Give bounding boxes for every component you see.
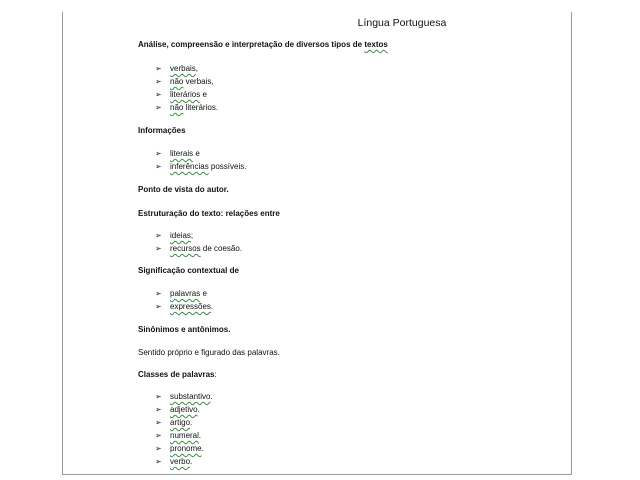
list-item: ➢ verbo.: [155, 457, 193, 466]
text-sentido: Sentido próprio e figurado das palavras.: [138, 348, 280, 357]
arrow-bullet-icon: ➢: [155, 244, 162, 253]
arrow-bullet-icon: ➢: [155, 457, 162, 466]
list-item: ➢ não verbais,: [155, 77, 214, 86]
heading-analise: Análise, compreensão e interpretação de diversos tipos de textos: [138, 40, 388, 49]
arrow-bullet-icon: ➢: [155, 431, 162, 440]
heading-sinonimos: Sinônimos e antônimos.: [138, 325, 231, 334]
arrow-bullet-icon: ➢: [155, 231, 162, 240]
list-item: ➢ verbais,: [155, 64, 199, 73]
list-item: ➢ literários e: [155, 90, 207, 99]
heading-ponto-de-vista: Ponto de vista do autor.: [138, 185, 229, 194]
arrow-bullet-icon: ➢: [155, 302, 162, 311]
arrow-bullet-icon: ➢: [155, 444, 162, 453]
list-item: ➢ não literários.: [155, 103, 219, 112]
list-item: ➢ expressões.: [155, 302, 214, 311]
list-item: ➢ ideias;: [155, 231, 194, 240]
document-page: [62, 12, 572, 475]
heading-informacoes: Informações: [138, 126, 186, 135]
arrow-bullet-icon: ➢: [155, 162, 162, 171]
list-item: ➢ artigo.: [155, 418, 193, 427]
list-item: ➢ recursos de coesão.: [155, 244, 243, 253]
list-item: ➢ pronome.: [155, 444, 204, 453]
heading-classes: Classes de palavras:: [138, 370, 217, 379]
arrow-bullet-icon: ➢: [155, 64, 162, 73]
arrow-bullet-icon: ➢: [155, 289, 162, 298]
arrow-bullet-icon: ➢: [155, 149, 162, 158]
list-item: ➢ numeral.: [155, 431, 202, 440]
spellcheck-word: textos: [364, 40, 388, 49]
arrow-bullet-icon: ➢: [155, 392, 162, 401]
list-item: ➢ literais e: [155, 149, 200, 158]
arrow-bullet-icon: ➢: [155, 405, 162, 414]
list-item: ➢ inferências possíveis.: [155, 162, 247, 171]
arrow-bullet-icon: ➢: [155, 77, 162, 86]
arrow-bullet-icon: ➢: [155, 418, 162, 427]
arrow-bullet-icon: ➢: [155, 90, 162, 99]
arrow-bullet-icon: ➢: [155, 103, 162, 112]
heading-significacao: Significação contextual de: [138, 266, 239, 275]
list-item: ➢ palavras e: [155, 289, 207, 298]
list-item: ➢ substantivo.: [155, 392, 213, 401]
heading-estruturacao: Estruturação do texto: relações entre: [138, 209, 280, 218]
list-item: ➢ adjetivo.: [155, 405, 200, 414]
document-title: Língua Portuguesa: [357, 17, 447, 29]
